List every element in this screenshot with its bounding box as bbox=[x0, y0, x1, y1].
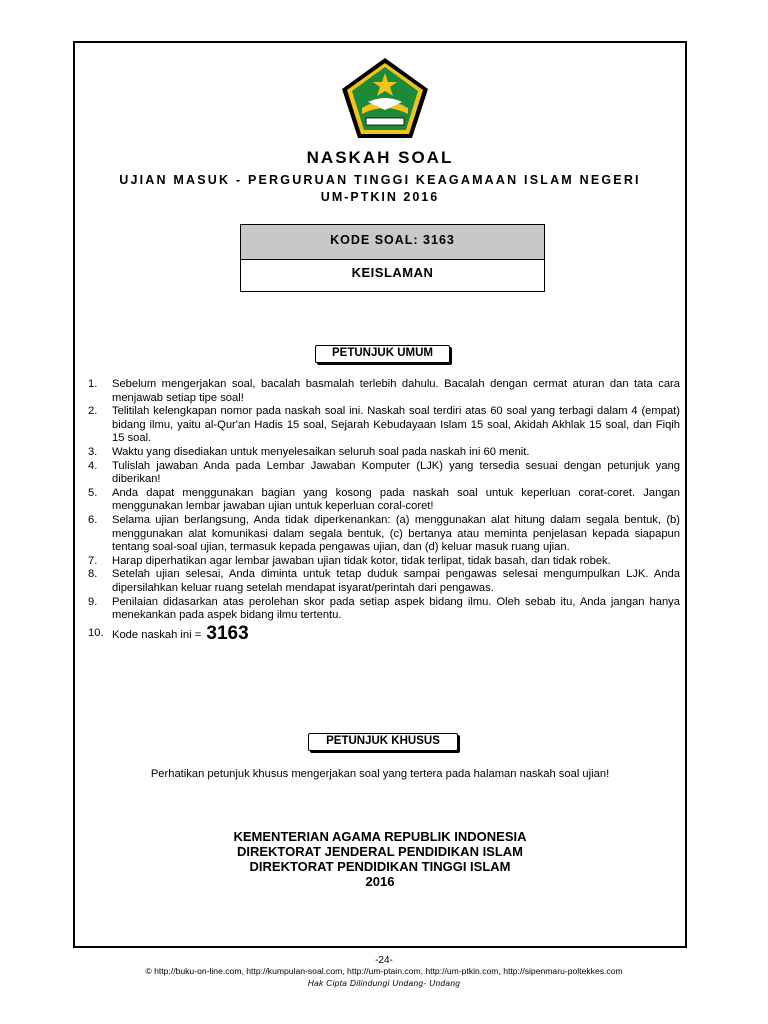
kode-naskah-label: Kode naskah ini = bbox=[112, 628, 202, 641]
list-item bbox=[88, 596, 680, 623]
org-line-directorate: DIREKTORAT PENDIDIKAN TINGGI ISLAM bbox=[249, 859, 511, 874]
petunjuk-khusus-text: Perhatikan petunjuk khusus mengerjakan soal yang tertera pada halaman naskah soal ujian! bbox=[150, 768, 610, 780]
petunjuk-umum-heading: PETUNJUK UMUM bbox=[315, 345, 450, 363]
document-title: NASKAH SOAL bbox=[306, 148, 454, 167]
item-number: 9. bbox=[88, 595, 98, 608]
org-line-ministry: KEMENTERIAN AGAMA REPUBLIK INDONESIA bbox=[233, 829, 527, 844]
item-text: Selama ujian berlangsung, Anda tidak diperkenankan: (a) menggunakan alat hitung dalam segala bentuk, (b) menggunakan alat komunikasi dalam segala bentuk, (c) bertanya atau meminta penjelasan kepada siapapun tentang soal-soal ujian, termasuk kepada pengawas ujian, dan (d) keluar masuk ruang ujian. bbox=[112, 513, 680, 554]
kode-soal-label: KODE SOAL: 3163 bbox=[241, 225, 544, 260]
petunjuk-khusus-heading: PETUNJUK KHUSUS bbox=[308, 733, 458, 751]
list-item bbox=[88, 460, 680, 487]
item-text bbox=[112, 622, 680, 644]
item-text: Setelah ujian selesai, Anda diminta untuk tetap duduk sampai pengawas selesai mengumpulkan LJK. Anda dipersilahkan keluar ruang setelah mendapat isyarat/perintah dari pengawas. bbox=[112, 568, 680, 594]
item-text: Waktu yang disediakan untuk menyelesaikan seluruh soal pada naskah ini 60 menit. bbox=[112, 445, 530, 458]
item-text: Sebelum mengerjakan soal, bacalah basmalah terlebih dahulu. Bacalah dengan cermat aturan dan tata cara menjawab setiap tipe soal! bbox=[112, 378, 680, 404]
item-number: 8. bbox=[88, 568, 98, 581]
issuing-organization bbox=[73, 829, 687, 889]
item-number: 5. bbox=[88, 486, 98, 499]
item-number: 6. bbox=[88, 513, 98, 526]
list-item bbox=[88, 446, 680, 460]
kode-naskah-value: 3163 bbox=[206, 622, 249, 644]
item-number: 1. bbox=[88, 378, 98, 390]
item-text: Telitilah kelengkapan nomor pada naskah soal ini. Naskah soal terdiri atas 60 soal yang terbagi dalam 4 (empat) bidang ilmu, yaitu al-Qur'an Hadis 15 soal, Sejarah Kebudayaan Islam 15 soal, Akidah Akhlak 15 soal, dan Fiqih 15 soal. bbox=[112, 405, 680, 445]
item-number: 2. bbox=[88, 405, 98, 418]
general-instructions-list bbox=[88, 378, 680, 642]
item-text: Tulislah jawaban Anda pada Lembar Jawaban Komputer (LJK) yang tersedia sesuai dengan petunjuk yang diberikan! bbox=[112, 459, 680, 486]
list-item bbox=[88, 378, 680, 405]
exam-subtitle: UJIAN MASUK - PERGURUAN TINGGI KEAGAMAAN ISLAM NEGERI bbox=[119, 173, 641, 187]
item-text: Anda dapat menggunakan bagian yang kosong pada naskah soal untuk keperluan corat-coret. Jangan menggunakan lembar jawaban ujian untuk keperluan coral-coret! bbox=[112, 486, 680, 513]
item-number: 7. bbox=[88, 554, 98, 567]
list-item bbox=[88, 568, 680, 595]
item-number: 3. bbox=[88, 445, 98, 458]
item-number: 4. bbox=[88, 459, 98, 472]
list-item bbox=[88, 555, 680, 569]
page-number: -24- bbox=[375, 955, 393, 966]
source-links: © http://buku-on-line.com, http://kumpulan-soal.com, http://um-ptain.com, http://um-ptkin.com, http://sipenmaru-poltekkes.com bbox=[145, 966, 623, 976]
item-text: Harap diperhatikan agar lembar jawaban ujian tidak kotor, tidak terlipat, tidak basah, dan tidak robek. bbox=[112, 554, 611, 567]
kode-soal-box bbox=[240, 224, 545, 292]
org-line-directorate-general: DIREKTORAT JENDERAL PENDIDIKAN ISLAM bbox=[236, 844, 524, 859]
exam-code: UM-PTKIN 2016 bbox=[320, 190, 440, 204]
list-item bbox=[88, 405, 680, 446]
item-number: 10. bbox=[88, 626, 104, 639]
item-text: Penilaian didasarkan atas perolehan skor pada setiap aspek bidang ilmu. Oleh sebab itu, Anda jangan hanya menekankan pada aspek bidang ilmu tertentu. bbox=[112, 595, 680, 622]
kementerian-agama-emblem bbox=[340, 56, 430, 140]
list-item bbox=[88, 487, 680, 514]
list-item bbox=[88, 622, 680, 644]
subject-label: KEISLAMAN bbox=[351, 265, 434, 280]
org-year: 2016 bbox=[365, 874, 395, 889]
copyright-notice: Hak Cipta Dilindungi Undang- Undang bbox=[307, 978, 461, 988]
list-item bbox=[88, 514, 680, 555]
